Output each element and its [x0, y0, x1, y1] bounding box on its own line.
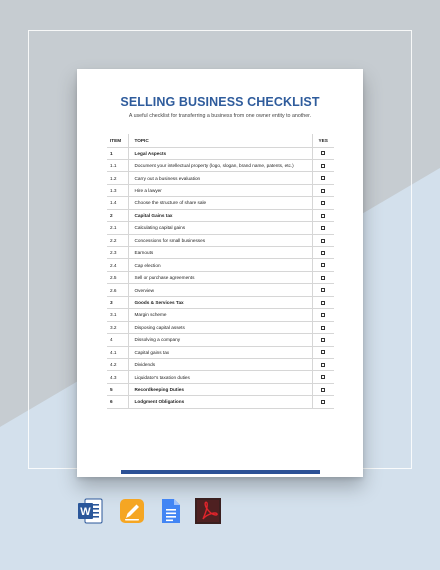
row-yes-cell: [312, 346, 334, 358]
row-yes-cell: [312, 197, 334, 209]
yes-checkbox[interactable]: [321, 400, 325, 404]
row-topic: Legal Aspects: [128, 147, 312, 159]
header-yes: YES: [312, 134, 334, 147]
table-row: [107, 383, 334, 395]
row-item-number: 6: [107, 396, 128, 408]
table-row: [107, 159, 334, 171]
row-item-number: 3: [107, 296, 128, 308]
yes-checkbox[interactable]: [321, 176, 325, 180]
row-yes-cell: [312, 358, 334, 370]
row-topic: Capital gains tax: [128, 346, 312, 358]
row-item-number: 4: [107, 334, 128, 346]
table-row: [107, 234, 334, 246]
svg-text:W: W: [80, 506, 91, 518]
row-item-number: 1.4: [107, 197, 128, 209]
row-topic: Carry out a business evaluation: [128, 172, 312, 184]
row-yes-cell: [312, 309, 334, 321]
yes-checkbox[interactable]: [321, 350, 325, 354]
row-topic: Lodgment Obligations: [128, 396, 312, 408]
row-yes-cell: [312, 321, 334, 333]
row-topic: Concessions for small businesses: [128, 234, 312, 246]
row-topic: Earnouts: [128, 247, 312, 259]
row-topic: Capital Gains tax: [128, 209, 312, 221]
header-item: ITEM: [107, 134, 128, 147]
yes-checkbox[interactable]: [321, 363, 325, 367]
row-topic: Disposing capital assets: [128, 321, 312, 333]
row-item-number: 3.1: [107, 309, 128, 321]
row-item-number: 1.1: [107, 159, 128, 171]
table-row: [107, 334, 334, 346]
table-row: [107, 309, 334, 321]
row-item-number: 2.3: [107, 247, 128, 259]
yes-checkbox[interactable]: [321, 201, 325, 205]
row-topic: Goods & Services Tax: [128, 296, 312, 308]
google-docs-icon[interactable]: [156, 497, 184, 525]
table-row: [107, 346, 334, 358]
row-item-number: 2.5: [107, 271, 128, 283]
row-item-number: 4.2: [107, 358, 128, 370]
word-icon[interactable]: [76, 497, 104, 525]
page-title: SELLING BUSINESS CHECKLIST: [120, 95, 320, 109]
row-topic: Overview: [128, 284, 312, 296]
row-topic: Sell or purchase agreements: [128, 271, 312, 283]
row-item-number: 1: [107, 147, 128, 159]
row-yes-cell: [312, 296, 334, 308]
pages-icon[interactable]: [118, 497, 146, 525]
row-item-number: 2: [107, 209, 128, 221]
yes-checkbox[interactable]: [321, 326, 325, 330]
row-yes-cell: [312, 247, 334, 259]
row-yes-cell: [312, 172, 334, 184]
row-yes-cell: [312, 396, 334, 408]
row-topic: Dividends: [128, 358, 312, 370]
row-topic: Choose the structure of share sale: [128, 197, 312, 209]
yes-checkbox[interactable]: [321, 239, 325, 243]
yes-checkbox[interactable]: [321, 388, 325, 392]
yes-checkbox[interactable]: [321, 214, 325, 218]
yes-checkbox[interactable]: [321, 276, 325, 280]
row-yes-cell: [312, 334, 334, 346]
yes-checkbox[interactable]: [321, 301, 325, 305]
row-item-number: 1.2: [107, 172, 128, 184]
table-row: [107, 321, 334, 333]
checklist-table: [107, 134, 334, 409]
yes-checkbox[interactable]: [321, 375, 325, 379]
yes-checkbox[interactable]: [321, 263, 325, 267]
row-topic: Document your intellectual property (logo, slogan, brand name, patents, etc.): [128, 159, 312, 171]
row-item-number: 2.1: [107, 222, 128, 234]
row-yes-cell: [312, 234, 334, 246]
row-topic: Calculating capital gains: [128, 222, 312, 234]
row-item-number: 2.6: [107, 284, 128, 296]
row-topic: Hire a lawyer: [128, 184, 312, 196]
table-row: [107, 172, 334, 184]
table-row: [107, 259, 334, 271]
yes-checkbox[interactable]: [321, 226, 325, 230]
table-row: [107, 284, 334, 296]
row-yes-cell: [312, 147, 334, 159]
row-item-number: 2.2: [107, 234, 128, 246]
row-yes-cell: [312, 259, 334, 271]
row-yes-cell: [312, 184, 334, 196]
row-topic: Recordkeeping Duties: [128, 383, 312, 395]
header-topic: TOPIC: [128, 134, 312, 147]
row-topic: Cap election: [128, 259, 312, 271]
row-item-number: 1.3: [107, 184, 128, 196]
row-yes-cell: [312, 284, 334, 296]
yes-checkbox[interactable]: [321, 251, 325, 255]
row-topic: Liquidator's taxation duties: [128, 371, 312, 383]
table-row: [107, 296, 334, 308]
row-topic: Margin scheme: [128, 309, 312, 321]
page-subtitle: A useful checklist for transferring a business from one owner entity to another.: [128, 113, 312, 119]
table-row: [107, 271, 334, 283]
table-row: [107, 358, 334, 370]
row-yes-cell: [312, 159, 334, 171]
yes-checkbox[interactable]: [321, 313, 325, 317]
row-yes-cell: [312, 271, 334, 283]
table-row: [107, 396, 334, 408]
row-topic: Dissolving a company: [128, 334, 312, 346]
row-yes-cell: [312, 383, 334, 395]
yes-checkbox[interactable]: [321, 288, 325, 292]
row-item-number: 5: [107, 383, 128, 395]
table-row: [107, 184, 334, 196]
yes-checkbox[interactable]: [321, 338, 325, 342]
row-item-number: 2.4: [107, 259, 128, 271]
table-row: [107, 247, 334, 259]
document-page: [77, 69, 363, 477]
row-item-number: 4.3: [107, 371, 128, 383]
row-item-number: 3.2: [107, 321, 128, 333]
row-yes-cell: [312, 209, 334, 221]
app-icons-bar: [0, 497, 440, 527]
row-yes-cell: [312, 222, 334, 234]
footer-bar: [121, 470, 320, 474]
yes-checkbox[interactable]: [321, 151, 325, 155]
row-yes-cell: [312, 371, 334, 383]
pdf-icon[interactable]: [194, 497, 222, 525]
table-row: [107, 197, 334, 209]
table-row: [107, 222, 334, 234]
table-row: [107, 209, 334, 221]
row-item-number: 4.1: [107, 346, 128, 358]
yes-checkbox[interactable]: [321, 189, 325, 193]
table-row: [107, 371, 334, 383]
table-row: [107, 147, 334, 159]
table-header-row: [107, 134, 334, 147]
yes-checkbox[interactable]: [321, 164, 325, 168]
